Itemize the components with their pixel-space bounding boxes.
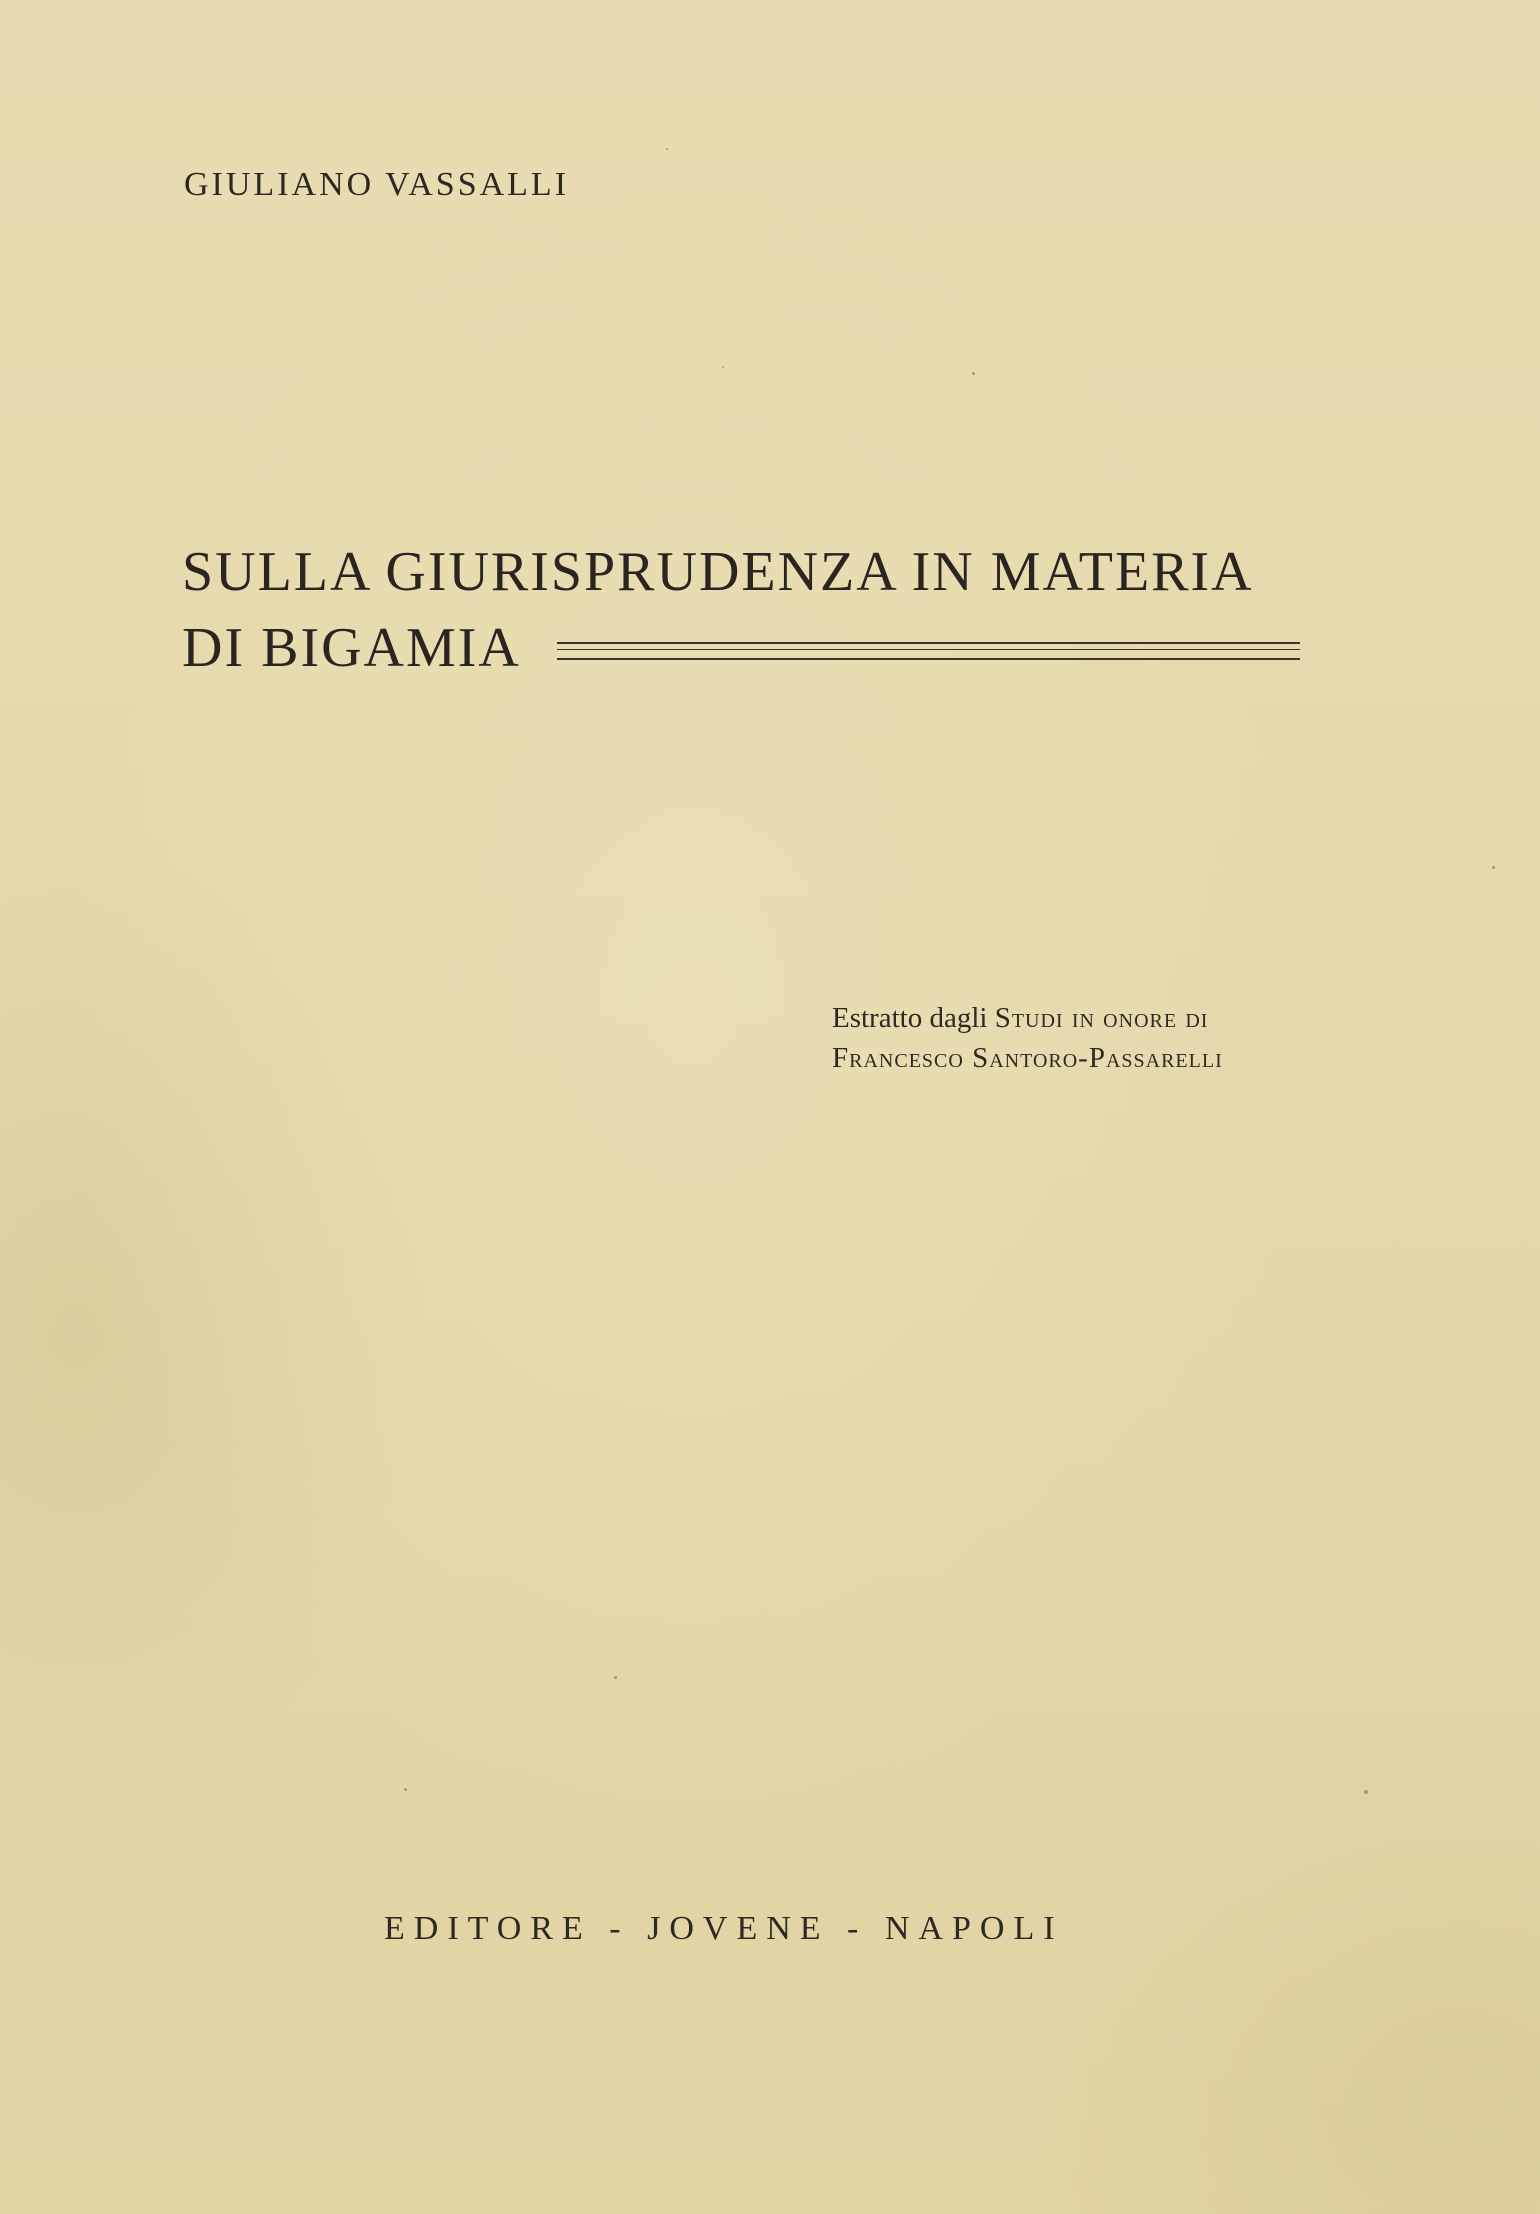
paper-speck [614, 1676, 617, 1679]
extract-line-1 [832, 998, 1223, 1038]
title-line-2: DI BIGAMIA [182, 617, 521, 679]
extract-note [832, 998, 1223, 1078]
paper-speck [1364, 1790, 1368, 1794]
extract-series-title: Studi in onore di [994, 1002, 1209, 1034]
publisher-imprint: EDITORE - JOVENE - NAPOLI [384, 1910, 1064, 1947]
paper-speck [972, 372, 975, 375]
extract-honoree: Francesco Santoro-Passarelli [832, 1042, 1223, 1074]
book-title [182, 534, 1300, 686]
title-line-2-row [182, 610, 1300, 686]
paper-speck [722, 366, 724, 368]
author-name: GIULIANO VASSALLI [184, 166, 570, 203]
paper-speck [404, 1788, 407, 1791]
paper-speck [1492, 866, 1495, 869]
extract-prefix: Estratto dagli [832, 1002, 988, 1034]
title-line-1: SULLA GIURISPRUDENZA IN MATERIA [182, 541, 1254, 603]
decorative-triple-rule [557, 642, 1300, 660]
paper-speck [666, 148, 668, 150]
